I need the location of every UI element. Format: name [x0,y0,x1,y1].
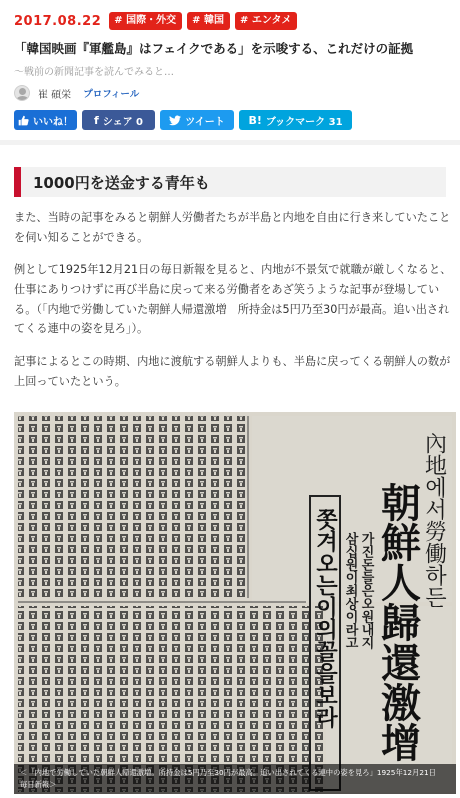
body-paragraph-3: 記事によるとこの時期、内地に渡航する朝鮮人よりも、半島に戻ってくる朝鮮人の数が上回っていたという。 [14,355,451,388]
author-row [14,85,139,101]
facebook-icon: f [93,113,99,127]
profile-link[interactable]: プロフィール [83,89,140,100]
tweet-label: ツイート [185,116,225,128]
article-title: 「韓国映画『軍艦島』はフェイクである」を示唆する、これだけの証拠 [14,41,414,56]
section-heading [14,167,446,197]
avatar[interactable] [14,85,30,101]
avatar-body-shape [16,96,29,101]
like-label: いいね！ [33,116,73,128]
image-caption [14,764,456,794]
body-paragraph-2: 例として1925年12月21日の毎日新報を見ると、内地が不景気で就職が厳しくなると、仕事にありつけずに再び半島に戻って来る労働者をあざ笑うような記事が登場している。（「内地で労働していた朝鮮人帰還激増 所持金は5円乃至30円が最高。追い出されてくる連中の姿を見ろ」）。 [14,263,452,336]
facebook-share-label: シェア 0 [102,116,144,128]
headline-line-2: 朝鮮人歸還激增 [374,482,422,762]
thumbs-up-icon [18,115,29,126]
sub-headline-1: 가진돈들은오원내지 [358,532,374,649]
tag-korea[interactable]: # 韓国 [187,12,230,30]
body-paragraph-1: また、当時の記事をみると朝鮮人労働者たちが半島と内地を自由に行き来していたことを伺い知ることができる。 [14,211,451,244]
header-divider [0,140,460,145]
hatena-bookmark-button[interactable] [239,110,352,130]
sub-headline-2: 삼십원이최상이라고 [342,532,358,649]
tag-international[interactable]: # 国際・外交 [109,12,182,30]
image-caption-text: ＜「内地で労働していた朝鮮人帰還激増。所持金は5円乃至30円が最高。追い出されてくる連中の姿を見ろ」1925年12月21日 毎日新報＞ [20,768,444,789]
headline-line-1: 內地에서勞働하든 [421,432,447,608]
avatar-head-shape [19,88,26,95]
newspaper-clipping-image [14,412,456,794]
newspaper-scan [14,412,456,794]
facebook-share-button[interactable] [82,110,155,130]
like-button[interactable] [14,110,77,130]
hatena-icon: B! [248,113,262,127]
publish-date: 2017.08.22 [14,13,102,29]
share-buttons [14,110,352,130]
author-name[interactable]: 崔 碩栄 [38,89,72,101]
article-subtitle: 〜戦前の新聞記事を読んでみると… [14,67,174,78]
article-meta [14,12,297,30]
section-heading-text: 1000円を送金する青年も [33,173,210,192]
twitter-bird-icon [169,115,181,126]
hatena-bookmark-label: ブックマーク 31 [265,116,343,128]
tag-entertainment[interactable]: # エンタメ [235,12,297,30]
tweet-button[interactable] [160,110,234,130]
sub-headline-3: 쫏겨오는이의꼴을보라 [312,508,338,728]
